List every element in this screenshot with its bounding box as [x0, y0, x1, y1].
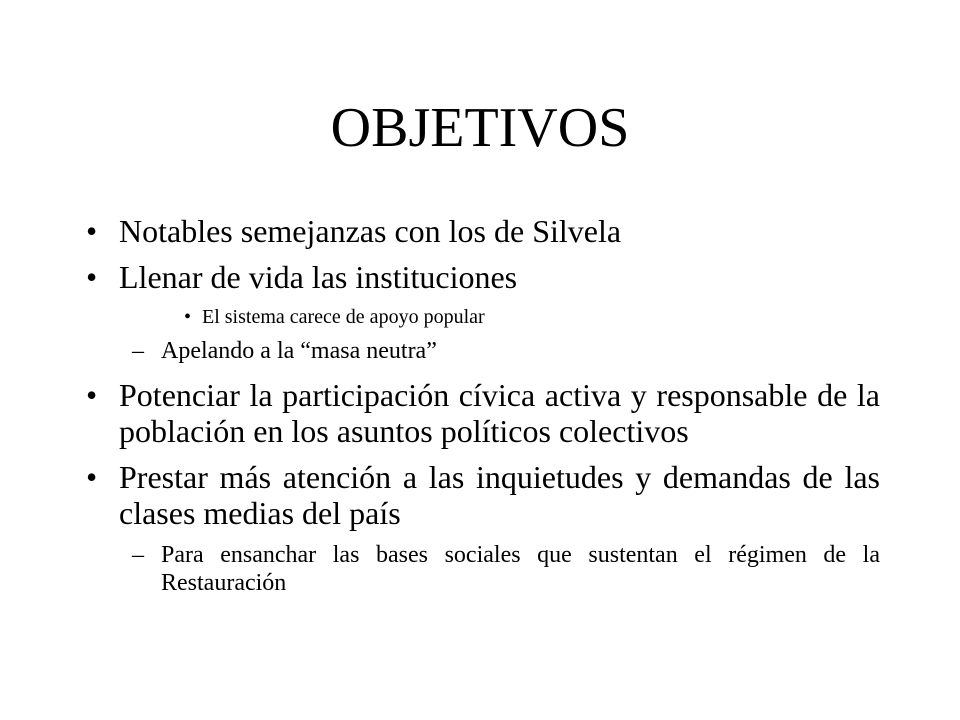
list-item-text: El sistema carece de apoyo popular — [202, 306, 485, 328]
bullet-icon: • — [184, 306, 192, 328]
list-item-text: Notables semejanzas con los de Silvela — [119, 213, 622, 249]
bullet-list — [80, 213, 880, 609]
list-item — [80, 459, 880, 531]
bullet-icon: • — [86, 259, 98, 295]
list-item-text: Potenciar la participación cívica activa y responsable de la población en los asuntos políticos colectivos — [119, 377, 880, 449]
dash-icon: – — [132, 542, 144, 568]
bullet-icon: • — [86, 377, 98, 413]
dash-icon: – — [132, 338, 144, 364]
list-item-text: Llenar de vida las instituciones — [119, 259, 518, 295]
list-item — [80, 541, 880, 597]
list-item — [80, 259, 880, 295]
list-item-text: Para ensanchar las bases sociales que sustentan el régimen de la Restauración — [161, 542, 880, 596]
list-item — [80, 337, 880, 365]
bullet-icon: • — [86, 459, 98, 495]
list-item — [80, 305, 880, 329]
list-item-text: Apelando a la “masa neutra” — [161, 338, 437, 364]
slide-title: OBJETIVOS — [330, 97, 630, 159]
bullet-icon: • — [86, 213, 98, 249]
list-item — [80, 213, 880, 249]
list-item-text: Prestar más atención a las inquietudes y demandas de las clases medias del país — [119, 459, 880, 531]
list-item — [80, 377, 880, 449]
